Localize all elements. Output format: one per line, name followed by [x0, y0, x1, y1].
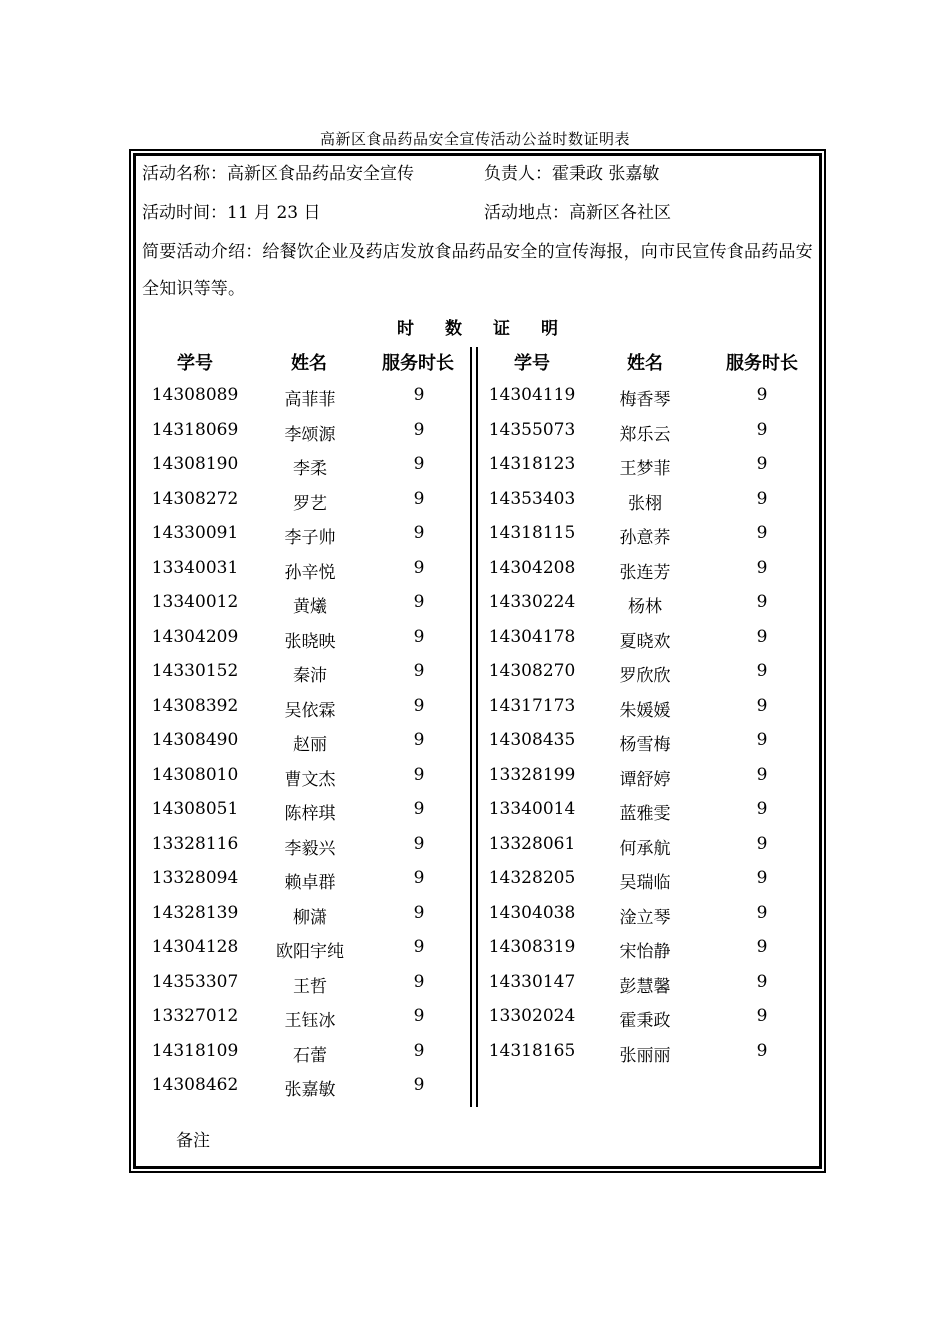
- roster-name: 李柔: [293, 459, 327, 479]
- roster-id: 13328116: [151, 834, 239, 854]
- roster-hours: 9: [756, 696, 768, 716]
- roster-id: 14353307: [151, 972, 239, 992]
- roster-name: 谭舒婷: [619, 770, 671, 790]
- roster-hours: 9: [413, 558, 425, 578]
- roster-name: 秦沛: [293, 666, 327, 686]
- roster-hours: 9: [756, 592, 768, 612]
- roster-hours: 9: [413, 903, 425, 923]
- roster-id: 14308462: [151, 1075, 239, 1095]
- roster-hours: 9: [413, 1006, 425, 1026]
- roster-hours: 9: [413, 592, 425, 612]
- roster-id: 14308270: [488, 661, 576, 681]
- roster-name: 杨雪梅: [619, 735, 671, 755]
- roster-hours: 9: [413, 868, 425, 888]
- roster-name: 蓝雅雯: [619, 804, 671, 824]
- roster-hours: 9: [413, 1041, 425, 1061]
- roster-id: 14308010: [151, 765, 239, 785]
- roster-id: 14330224: [488, 592, 576, 612]
- roster-name: 李毅兴: [284, 839, 336, 859]
- roster-name: 陈梓琪: [284, 804, 336, 824]
- certificate-title-char: 数: [445, 319, 462, 339]
- roster-hours: 9: [413, 834, 425, 854]
- roster-name: 赵丽: [293, 735, 327, 755]
- roster-name: 梅香琴: [619, 390, 671, 410]
- roster-hours: 9: [413, 627, 425, 647]
- roster-hours: 9: [756, 765, 768, 785]
- roster-hours: 9: [413, 523, 425, 543]
- roster-hours: 9: [413, 454, 425, 474]
- roster-hours: 9: [756, 558, 768, 578]
- roster-name: 李子帅: [284, 528, 336, 548]
- certificate-title-char: 时: [397, 319, 414, 339]
- roster-id: 14318109: [151, 1041, 239, 1061]
- certificate-title-char: 明: [541, 319, 558, 339]
- roster-name: 赖卓群: [284, 873, 336, 893]
- roster-id: 13328094: [151, 868, 239, 888]
- roster-name: 何承航: [619, 839, 671, 859]
- roster-name: 杨林: [628, 597, 662, 617]
- roster-id: 14308272: [151, 489, 239, 509]
- roster-id: 14304178: [488, 627, 576, 647]
- roster-name: 郑乐云: [619, 425, 671, 445]
- roster-hours: 9: [413, 799, 425, 819]
- roster-id: 14308190: [151, 454, 239, 474]
- roster-hours: 9: [756, 420, 768, 440]
- right-header-id: 学号: [514, 353, 550, 374]
- roster-id: 14308051: [151, 799, 239, 819]
- roster-name: 吴依霖: [284, 701, 336, 721]
- roster-name: 石蕾: [293, 1046, 327, 1066]
- roster-name: 王钰冰: [284, 1011, 336, 1031]
- roster-hours: 9: [413, 730, 425, 750]
- roster-id: 14330147: [488, 972, 576, 992]
- roster-hours: 9: [756, 903, 768, 923]
- roster-id: 14318069: [151, 420, 239, 440]
- roster-name: 张栩: [628, 494, 662, 514]
- left-header-id: 学号: [177, 353, 213, 374]
- roster-name: 王梦菲: [619, 459, 671, 479]
- roster-name: 霍秉政: [619, 1011, 671, 1031]
- right-header-name: 姓名: [627, 353, 663, 374]
- roster-hours: 9: [413, 765, 425, 785]
- roster-name: 高菲菲: [284, 390, 336, 410]
- roster-name: 张连芳: [619, 563, 671, 583]
- roster-hours: 9: [413, 489, 425, 509]
- remark-label: 备注: [176, 1131, 210, 1151]
- roster-name: 欧阳宇纯: [276, 942, 344, 962]
- roster-name: 曹文杰: [284, 770, 336, 790]
- roster-name: 柳潇: [293, 908, 327, 928]
- roster-id: 14328205: [488, 868, 576, 888]
- left-header-hours: 服务时长: [382, 353, 454, 374]
- roster-id: 14328139: [151, 903, 239, 923]
- roster-hours: 9: [756, 799, 768, 819]
- activity-leader: 负责人：霍秉政 张嘉敏: [484, 164, 660, 184]
- roster-id: 13340031: [151, 558, 239, 578]
- roster-id: 13340014: [488, 799, 576, 819]
- roster-hours: 9: [756, 972, 768, 992]
- roster-name: 罗艺: [293, 494, 327, 514]
- roster-name: 张丽丽: [619, 1046, 671, 1066]
- roster-id: 14318165: [488, 1041, 576, 1061]
- roster-name: 罗欣欣: [619, 666, 671, 686]
- roster-name: 朱媛媛: [619, 701, 671, 721]
- roster-hours: 9: [756, 1006, 768, 1026]
- left-header-name: 姓名: [291, 353, 327, 374]
- activity-intro: 简要活动介绍：给餐饮企业及药店发放食品药品安全的宣传海报，向市民宣传食品药品安全知识等等。: [142, 242, 813, 299]
- roster-id: 14304128: [151, 937, 239, 957]
- roster-hours: 9: [413, 420, 425, 440]
- roster-hours: 9: [756, 730, 768, 750]
- roster-id: 14330091: [151, 523, 239, 543]
- roster-name: 吴瑞临: [619, 873, 671, 893]
- roster-name: 淦立琴: [619, 908, 671, 928]
- certificate-title-char: 证: [493, 319, 510, 339]
- roster-id: 14308392: [151, 696, 239, 716]
- roster-id: 14308089: [151, 385, 239, 405]
- roster-id: 14304119: [488, 385, 576, 405]
- roster-id: 14318115: [488, 523, 576, 543]
- roster-id: 14317173: [488, 696, 576, 716]
- roster-hours: 9: [756, 1041, 768, 1061]
- roster-id: 14304038: [488, 903, 576, 923]
- roster-id: 13327012: [151, 1006, 239, 1026]
- roster-hours: 9: [413, 696, 425, 716]
- roster-id: 14308490: [151, 730, 239, 750]
- roster-name: 张晓映: [284, 632, 336, 652]
- roster-hours: 9: [756, 661, 768, 681]
- roster-hours: 9: [756, 627, 768, 647]
- activity-time: 活动时间：11 月 23 日: [142, 203, 321, 223]
- roster-name: 张嘉敏: [284, 1080, 336, 1100]
- roster-id: 14330152: [151, 661, 239, 681]
- roster-hours: 9: [756, 454, 768, 474]
- roster-id: 13340012: [151, 592, 239, 612]
- activity-place: 活动地点：高新区各社区: [484, 203, 671, 223]
- roster-id: 14353403: [488, 489, 576, 509]
- roster-hours: 9: [756, 937, 768, 957]
- activity-name: 活动名称：高新区食品药品安全宣传: [142, 164, 414, 184]
- roster-hours: 9: [413, 972, 425, 992]
- roster-name: 彭慧馨: [619, 977, 671, 997]
- roster-id: 14308435: [488, 730, 576, 750]
- right-header-hours: 服务时长: [726, 353, 798, 374]
- roster-hours: 9: [756, 385, 768, 405]
- roster-hours: 9: [756, 523, 768, 543]
- roster-hours: 9: [413, 1075, 425, 1095]
- roster-hours: 9: [756, 868, 768, 888]
- roster-id: 14304209: [151, 627, 239, 647]
- roster-id: 14318123: [488, 454, 576, 474]
- roster-id: 14308319: [488, 937, 576, 957]
- roster-name: 夏晓欢: [619, 632, 671, 652]
- roster-hours: 9: [413, 661, 425, 681]
- roster-id: 13328199: [488, 765, 576, 785]
- roster-name: 孙意荞: [619, 528, 671, 548]
- roster-hours: 9: [413, 937, 425, 957]
- roster-id: 14304208: [488, 558, 576, 578]
- roster-id: 13328061: [488, 834, 576, 854]
- roster-id: 13302024: [488, 1006, 576, 1026]
- roster-name: 宋怡静: [619, 942, 671, 962]
- roster-name: 王哲: [293, 977, 327, 997]
- roster-hours: 9: [756, 489, 768, 509]
- roster-id: 14355073: [488, 420, 576, 440]
- roster-hours: 9: [413, 385, 425, 405]
- document-title: 高新区食品药品安全宣传活动公益时数证明表: [319, 130, 630, 148]
- roster-name: 黄爔: [293, 597, 327, 617]
- roster-hours: 9: [756, 834, 768, 854]
- roster-name: 李颂源: [284, 425, 336, 445]
- roster-name: 孙辛悦: [284, 563, 336, 583]
